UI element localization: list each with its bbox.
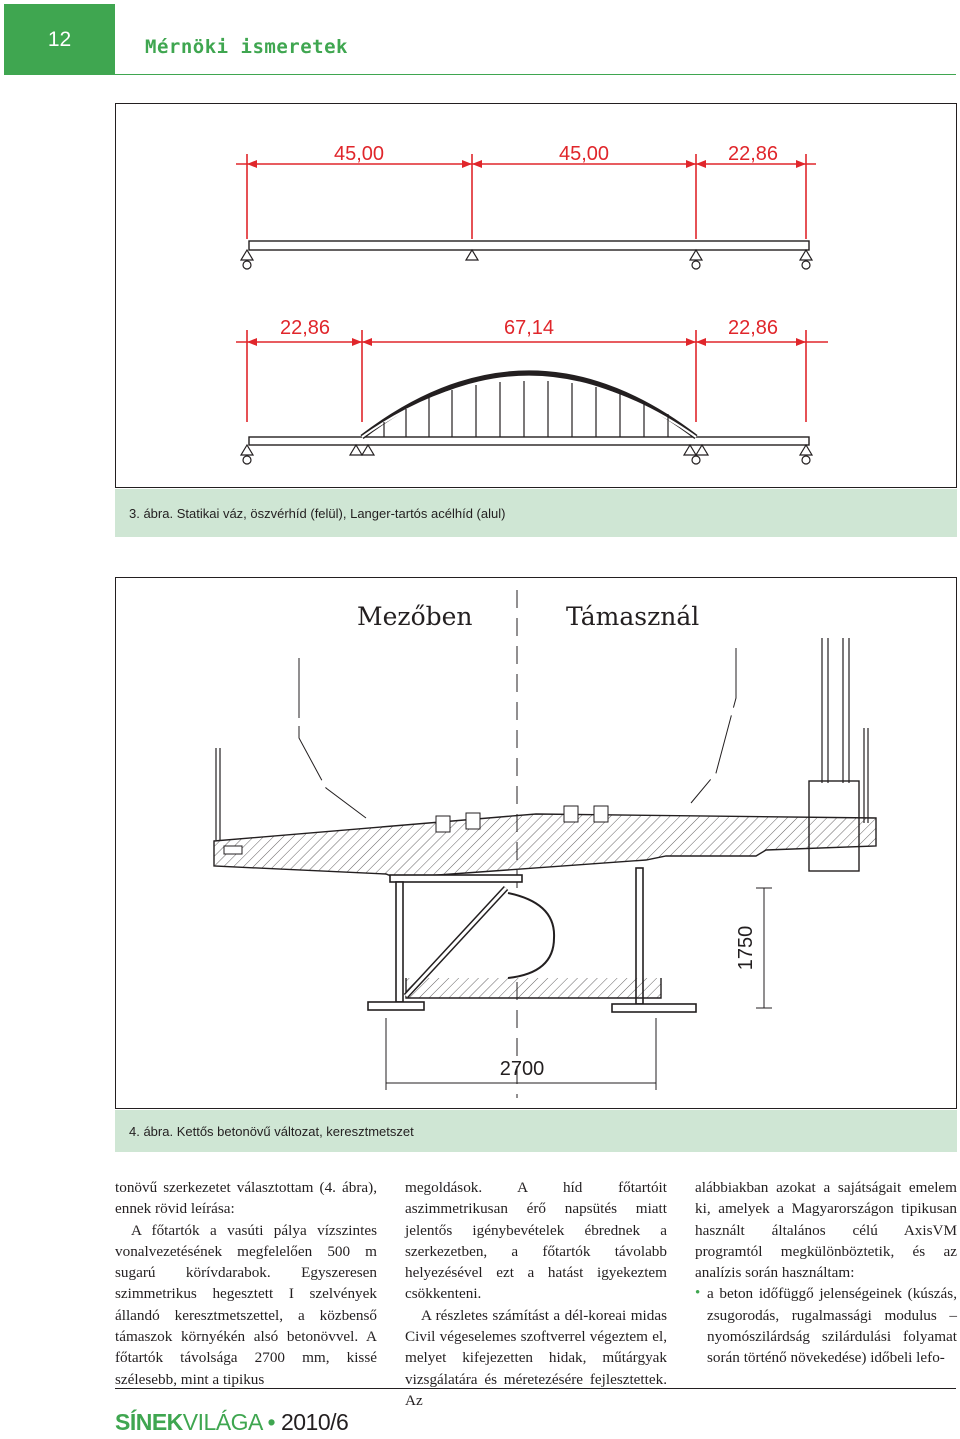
bullet-icon: • <box>695 1285 701 1302</box>
text-column-1 <box>115 1177 377 1390</box>
text-column-2 <box>405 1177 667 1411</box>
footer-dot: • <box>267 1409 276 1435</box>
figure-4-diagram <box>116 578 956 1108</box>
figure-3-diagram <box>116 104 956 487</box>
dim-width: 2700 <box>499 1058 545 1080</box>
span-bottom-3: 22,86 <box>727 317 779 339</box>
col2-paragraph-2: A részletes számítást a dél-koreai midas Civil végeselemes szoftverrel végeztem el, melyet kifejezetten hidak, műtárgyak vizsgálatára és méretezésére fejlesztettek. Az <box>405 1306 667 1409</box>
label-tamasznal: Támasznál <box>566 602 700 631</box>
col1-paragraph-1: tonövű szerkezetet választottam (4. ábra), ennek rövid leírása: <box>115 1179 377 1218</box>
text-column-3 <box>695 1177 957 1369</box>
figure-4-caption: 4. ábra. Kettős betonövű változat, keresztmetszet <box>115 1110 957 1152</box>
dim-height: 1750 <box>735 925 757 971</box>
figure-3-frame <box>115 103 957 488</box>
label-mezoben: Mezőben <box>357 602 473 631</box>
col3-bullet-1-text: a beton időfüggő jelenségeinek (kúszás, zsugorodás, rugalmassági modulus – nyomószilárdság szilárdulási folyamat során történő növekedése) időbeli lefo- <box>707 1285 957 1367</box>
col2-paragraph-1: megoldások. A híd főtartóit aszimmetrikusan érő napsütés miatt jelentős igénybevételek ébrednek a szerkezetben, a főtartók távolabb helyezésével ezt a hatást igyekeztem csökkenteni. <box>405 1179 667 1303</box>
figure-4-frame <box>115 577 957 1109</box>
span-top-2: 45,00 <box>558 143 610 165</box>
span-bottom-2: 67,14 <box>503 317 555 339</box>
header-rule <box>4 74 956 75</box>
col3-paragraph-1: alábbiakban azokat a sajátságait emelem ki, amelyek a Magyarországon tipikusan használt általános célú AxisVM programtól megkülönböztetik, és az analízis során használtam: <box>695 1179 957 1282</box>
col1-paragraph-2: A főtartók a vasúti pálya vízszintes vonalvezetésének megfelelően 500 m sugarú körívdarabok. Egyszeresen szimmetrikus hegesztett I szelvények állandó keresztmetszettel, a közbenső támaszok környékén alsó betonövvel. A főtartók távolsága 2700 mm, kissé szélesebb, mint a tipikus <box>115 1221 377 1388</box>
section-title: Mérnöki ismeretek <box>145 36 348 58</box>
span-top-1: 45,00 <box>333 143 385 165</box>
footer-rule <box>115 1388 956 1389</box>
footer-sinek: SÍNEK <box>115 1409 183 1435</box>
page-number: 12 <box>4 4 115 75</box>
col3-bullet-1 <box>695 1283 957 1368</box>
span-top-3: 22,86 <box>727 143 779 165</box>
footer-journal <box>115 1409 348 1436</box>
footer-issue: 2010/6 <box>280 1409 349 1435</box>
figure-3-caption: 3. ábra. Statikai váz, öszvérhíd (felül), Langer-tartós acélhíd (alul) <box>115 489 957 537</box>
span-bottom-1: 22,86 <box>279 317 331 339</box>
footer-vilaga: VILÁGA <box>182 1409 262 1435</box>
